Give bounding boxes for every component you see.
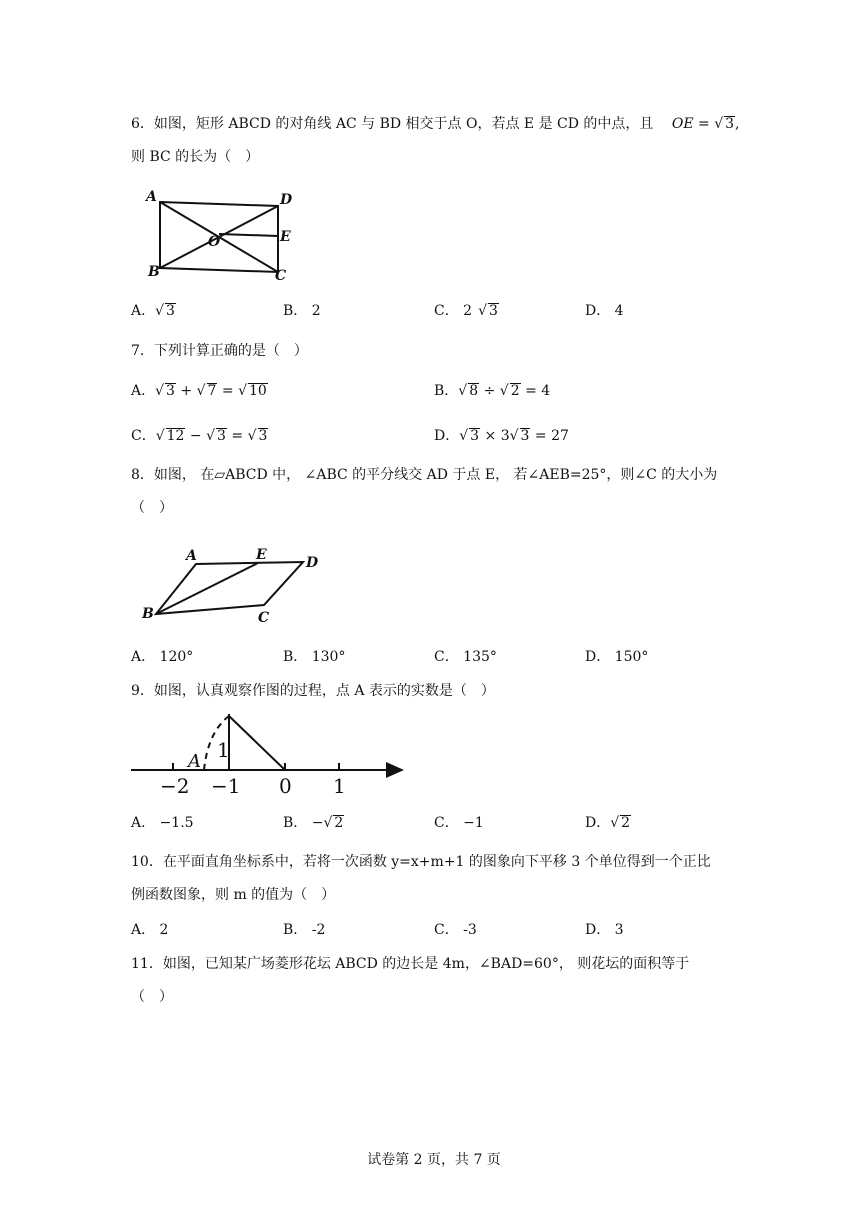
q9-label-point-a: A [188, 751, 201, 772]
q8-label-b: B [142, 606, 154, 622]
q7-b-radical-sign-1: √ [458, 383, 468, 399]
q8-label-c: C [258, 610, 270, 626]
q6-oe-tail: , [735, 116, 740, 132]
q9-option-c: C． −1 [434, 815, 484, 831]
q6-label-o: O [208, 234, 221, 250]
q10-option-d: D． 3 [585, 922, 624, 938]
q7-option-b: B．√ 8 ÷ √ 2 = 4 [434, 383, 551, 399]
q10-option-c: C． -3 [434, 922, 477, 938]
q6-option-c-radical-sign: √ [478, 303, 487, 319]
q6-rectangle-figure [140, 184, 300, 284]
q8-stem-line2: （ ） [131, 500, 173, 516]
q7-c-radical-sign-3: √ [247, 428, 257, 444]
q7-option-d: D．√ 3 × 3√ 3 = 27 [434, 428, 569, 444]
q8-label-e: E [256, 547, 267, 563]
q7-a-radical-sign-2: √ [196, 383, 206, 399]
q9-option-a: A． −1.5 [131, 815, 194, 831]
q7-c-radical-sign-1: √ [155, 428, 165, 444]
page-footer: 试卷第 2 页，共 7 页 [367, 1152, 501, 1168]
q7-stem: 7．下列计算正确的是（ ） [131, 343, 308, 359]
q11-stem-line1: 11．如图，已知某广场菱形花坛 ABCD 的边长是 4m，∠BAD=60°， 则花坛的面积等于 [131, 956, 690, 972]
q6-option-b: B． 2 [283, 303, 321, 319]
q8-stem-line1: 8．如图， 在▱ABCD 中， ∠ABC 的平分线交 AD 于点 E， 若∠AEB=25°，则∠C 的大小为 [131, 467, 718, 483]
q9-option-b-radicand: 2 [334, 815, 344, 831]
q6-label-e: E [280, 229, 291, 245]
q9-hypotenuse [229, 716, 285, 770]
q6-stem-line2: 则 BC 的长为（ ） [131, 149, 260, 165]
q7-option-c: C．√ 12 − √ 3 = √ 3 [131, 428, 268, 444]
q9-label-minus-1: −1 [211, 774, 241, 798]
q6-option-a-radicand: 3 [166, 303, 175, 319]
q6-stem-text: 6．如图，矩形 ABCD 的对角线 AC 与 BD 相交于点 O，若点 E 是 CD 的中点，且 [131, 116, 654, 132]
q10-stem-line1: 10．在平面直角坐标系中，若将一次函数 y=x+m+1 的图象向下平移 3 个单位得到一个正比 [131, 854, 711, 870]
q9-option-b-radical-sign: √ [323, 815, 333, 831]
q7-b-radical-sign-2: √ [499, 383, 509, 399]
q7-c-radical-sign-2: √ [206, 428, 216, 444]
q9-option-d-radical-sign: √ [610, 815, 620, 831]
q7-d-radical-sign-1: √ [459, 428, 469, 444]
q6-option-a-radical-sign: √ [155, 303, 165, 319]
q6-oe-radical-sign: √ [714, 116, 724, 132]
q10-stem-line2: 例函数图象，则 m 的值为（ ） [131, 887, 336, 903]
q7-option-a: A．√ 3 + √ 7 = √ 10 [131, 383, 267, 399]
q7-a-radical-sign-3: √ [238, 383, 248, 399]
q9-option-d-radicand: 2 [621, 815, 631, 831]
q6-segment-oe [219, 234, 278, 236]
q8-option-a: A． 120° [131, 649, 194, 665]
q6-option-c: C． 2 √ 3 [434, 303, 498, 319]
q6-label-c: C [275, 268, 287, 284]
q8-label-d: D [306, 555, 319, 571]
q6-option-c-radicand: 3 [489, 303, 498, 319]
q6-option-a: A．√ 3 [131, 303, 175, 319]
q7-a-radical-sign-1: √ [155, 383, 165, 399]
q8-option-d: D． 150° [585, 649, 649, 665]
q6-label-b: B [148, 264, 160, 280]
q9-label-height-1: 1 [217, 738, 230, 762]
q9-number-line-figure [128, 708, 413, 800]
q9-label-1: 1 [333, 774, 346, 798]
q6-label-a: A [146, 189, 157, 205]
q6-stem-line1 [131, 114, 740, 134]
q8-option-c: C． 135° [434, 649, 497, 665]
q6-option-d: D． 4 [585, 303, 624, 319]
q8-parallelogram-abcd [156, 562, 303, 614]
q8-label-a: A [186, 548, 197, 564]
q6-label-d: D [280, 192, 293, 208]
q9-stem: 9．如图，认真观察作图的过程，点 A 表示的实数是（ ） [131, 683, 495, 699]
q11-stem-line2: （ ） [131, 989, 173, 1005]
q6-oe-lhs: OE = [671, 116, 715, 132]
q9-axis-arrow-icon [386, 762, 404, 778]
q10-option-a: A． 2 [131, 922, 169, 938]
q9-label-minus-2: −2 [160, 774, 190, 798]
q8-option-b: B． 130° [283, 649, 346, 665]
q10-option-b: B． -2 [283, 922, 326, 938]
q9-option-b: B． −√ 2 [283, 815, 344, 831]
q9-option-d: D．√ 2 [585, 815, 631, 831]
q7-d-radical-sign-2: √ [509, 428, 519, 444]
q8-parallelogram-figure [138, 544, 338, 626]
q9-label-0: 0 [279, 774, 292, 798]
q6-oe-radicand: 3 [725, 116, 735, 132]
